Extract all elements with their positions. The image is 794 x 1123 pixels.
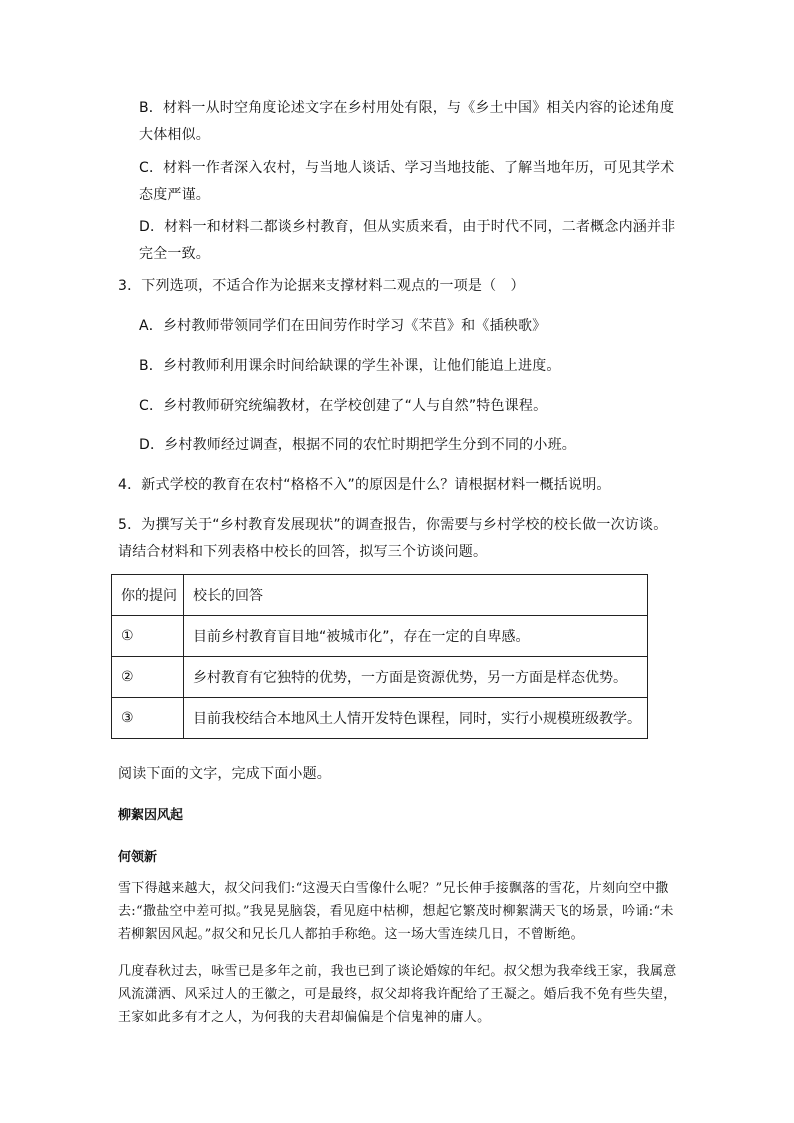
table-cell-number: ① (112, 616, 184, 657)
table-cell-number: ③ (112, 698, 184, 739)
q3-option-d: D．乡村教师经过调查，根据不同的农忙时期把学生分到不同的小班。 (139, 437, 576, 453)
table-cell-answer: 目前乡村教育盲目地“被城市化”，存在一定的自卑感。 (184, 616, 648, 657)
q2-option-d: D．材料一和材料二都谈乡村教育，但从实质来看，由于时代不同，二者概念内涵并非完全一致。 (139, 219, 676, 262)
table-header-row (112, 575, 648, 616)
question-5: 5．为撰写关于“乡村教育发展现状”的调查报告，你需要与乡村学校的校长做一次访谈。请结合材料和下列表格中校长的回答，拟写三个访谈问题。 (118, 517, 668, 560)
reading-intro: 阅读下面的文字，完成下面小题。 (118, 766, 331, 782)
q3-option-b: B．乡村教师利用课余时间给缺课的学生补课，让他们能追上进度。 (139, 358, 561, 374)
story-author: 何领新 (118, 850, 158, 865)
table-header-answer: 校长的回答 (184, 575, 648, 616)
story-title: 柳絮因风起 (118, 808, 184, 823)
question-3-stem: 3．下列选项，不适合作为论据来支撑材料二观点的一项是（ ） (118, 278, 525, 294)
q3-option-a: A．乡村教师带领同学们在田间劳作时学习《芣苢》和《插秧歌》 (139, 318, 547, 334)
interview-table (111, 574, 648, 739)
table-header-question: 你的提问 (112, 575, 184, 616)
table-row (112, 657, 648, 698)
table-cell-number: ② (112, 657, 184, 698)
q2-option-c: C．材料一作者深入农村，与当地人谈话、学习当地技能、了解当地年历，可见其学术态度严谨。 (139, 160, 675, 203)
table-cell-answer: 乡村教育有它独特的优势，一方面是资源优势，另一方面是样态优势。 (184, 657, 648, 698)
story-paragraph-1: 雪下得越来越大，叔父问我们:“这漫天白雪像什么呢？”兄长伸手接飘落的雪花，片刻向空中撒去:“撒盐空中差可拟。”我晃晃脑袋，看见庭中枯柳，想起它繁茂时柳絮满天飞的场景，吟诵:“未若柳絮因风起。”叔父和兄长几人都拍手称绝。这一场大雪连续几日，不曾断绝。 (118, 881, 674, 942)
table-row (112, 698, 648, 739)
q2-option-b: B．材料一从时空角度论述文字在乡村用处有限，与《乡土中国》相关内容的论述角度大体相似。 (139, 100, 675, 143)
question-4: 4．新式学校的教育在农村“格格不入”的原因是什么？请根据材料一概括说明。 (118, 477, 611, 493)
q3-option-c: C．乡村教师研究统编教材，在学校创建了“人与自然”特色课程。 (139, 398, 548, 414)
table-cell-answer: 目前我校结合本地风土人情开发特色课程，同时，实行小规模班级教学。 (184, 698, 648, 739)
story-paragraph-2: 几度春秋过去，咏雪已是多年之前，我也已到了谈论婚嫁的年纪。叔父想为我牵线王家，我属意风流潇洒、风采过人的王徽之，可是最终，叔父却将我许配给了王凝之。婚后我不免有些失望，王家如此多有才之人，为何我的夫君却偏偏是个信鬼神的庸人。 (118, 964, 677, 1025)
table-row (112, 616, 648, 657)
